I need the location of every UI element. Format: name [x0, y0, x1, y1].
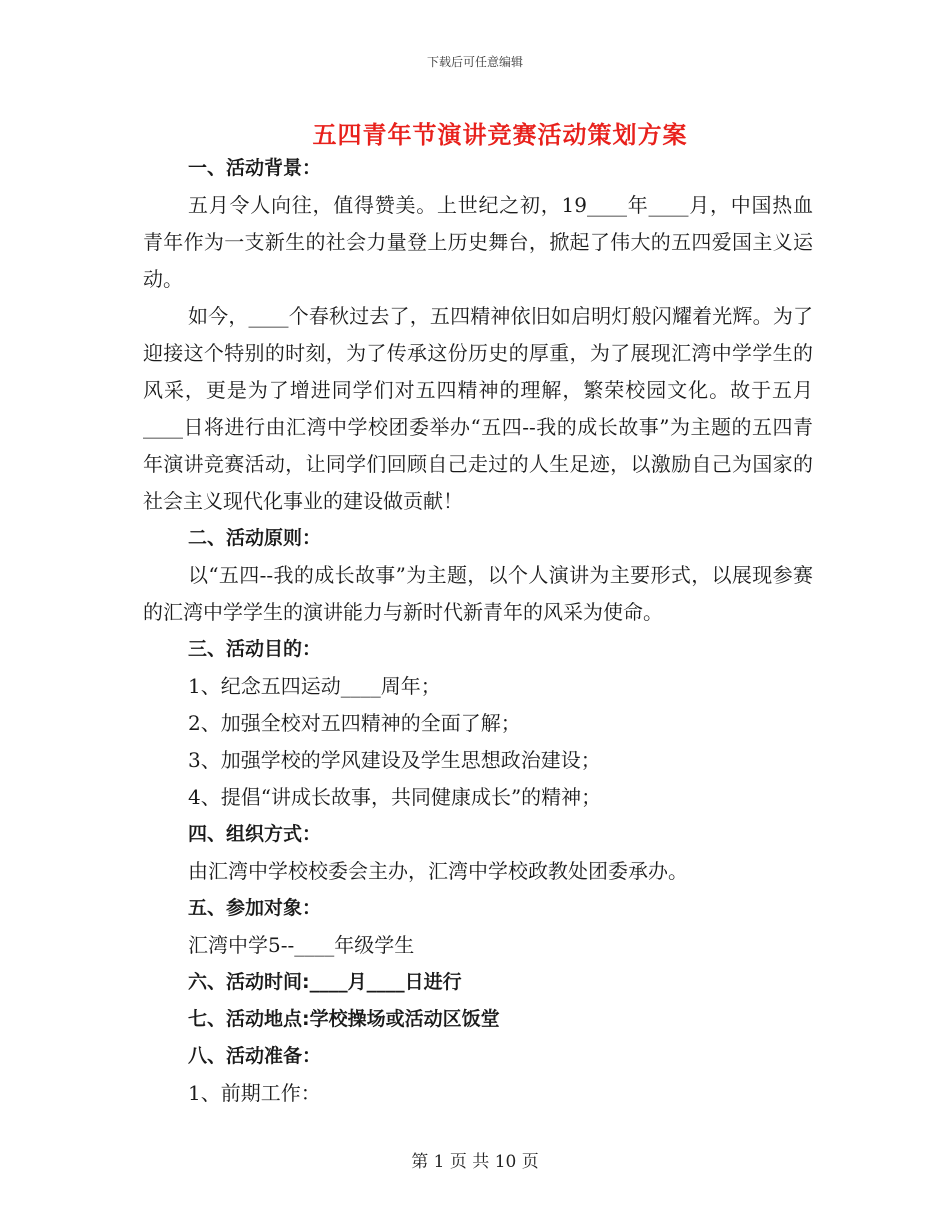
purpose-item: 4、提倡“讲成长故事，共同健康成长”的精神； — [188, 785, 602, 809]
page-number: 第 1 页 共 10 页 — [411, 1152, 539, 1172]
purpose-item: 3、加强学校的学风建设及学生思想政治建设； — [188, 748, 601, 772]
section-heading-purpose: 三、活动目的： — [188, 638, 322, 660]
participants-paragraph: 汇湾中学5--____年级学生 — [188, 933, 415, 957]
section-heading-time: 六、活动时间:____月____日进行 — [188, 971, 462, 993]
section-heading-principle: 二、活动原则： — [188, 527, 322, 549]
background-paragraph-1: 五月令人向往，值得赞美。上世纪之初，19____年____月，中国热血青年作为一支新生的社会力量登上历史舞台，掀起了伟大的五四爱国主义运动。 — [143, 193, 813, 291]
section-heading-background: 一、活动背景： — [188, 157, 322, 179]
section-heading-participants: 五、参加对象： — [188, 897, 322, 919]
document-body — [143, 150, 813, 1112]
purpose-item: 1、纪念五四运动____周年； — [188, 674, 441, 698]
purpose-item: 2、加强全校对五四精神的全面了解； — [188, 711, 521, 735]
principle-paragraph: 以“五四--我的成长故事”为主题，以个人演讲为主要形式，以展现参赛的汇湾中学学生的演讲能力与新时代新青年的风采为使命。 — [143, 563, 813, 624]
document-title: 五四青年节演讲竞赛活动策划方案 — [312, 121, 688, 149]
section-heading-location: 七、活动地点:学校操场或活动区饭堂 — [188, 1008, 500, 1030]
organization-paragraph: 由汇湾中学校校委会主办，汇湾中学校政教处团委承办。 — [188, 859, 688, 883]
section-heading-organization: 四、组织方式： — [188, 823, 322, 845]
preparation-item: 1、前期工作： — [188, 1081, 321, 1105]
header-note: 下载后可任意编辑 — [426, 55, 523, 69]
background-paragraph-2: 如今，____个春秋过去了，五四精神依旧如启明灯般闪耀着光辉。为了迎接这个特别的时刻，为了传承这份历史的厚重，为了展现汇湾中学学生的风采，更是为了增进同学们对五四精神的理解，繁荣校园文化。故于五月____日将进行由汇湾中学校团委举办“五四--我的成长故事”为主题的五四青年演讲竞赛活动，让同学们回顾自己走过的人生足迹，以激励自己为国家的社会主义现代化事业的建设做贡献！ — [143, 304, 813, 513]
section-heading-preparation: 八、活动准备： — [188, 1045, 322, 1067]
